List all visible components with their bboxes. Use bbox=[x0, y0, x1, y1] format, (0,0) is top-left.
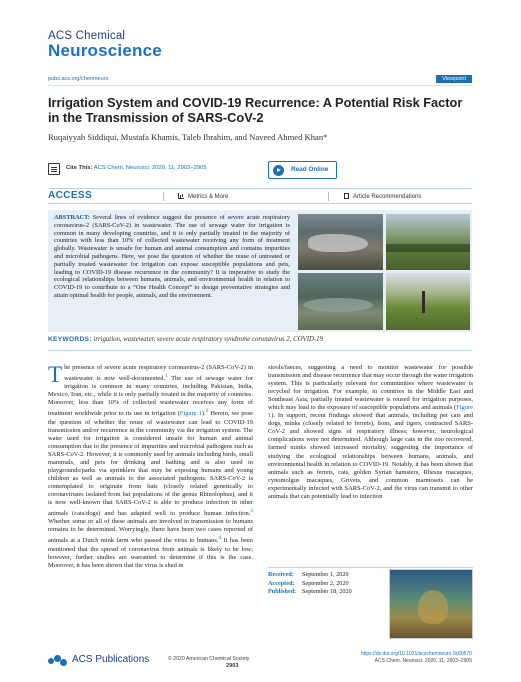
abstract-text: Several lines of evidence suggest the presence of severe acute respiratory coronavirus-2 (SARS-CoV-2) in wastewater. The use of sewage water for irrigation is common in many developing countries, and it is only partially treated in the majority of countries with less than 10% of collected wastewater receiving any form of treatment globally. Wastewater is unsafe for human and animal consumption and contains impurities and microbial pathogens. Here, we pose the question of whether the reuse of untreated or partially treated wastewater for irrigation can expose susceptible populations and pets, leading to COVID-19 disease recurrence in the community? It is imperative to study the ecological relationships between humans, animals, and environmental health in relation to COVID-19 to contribute to a “One Health Concept” to design preventative strategies and attain optimal health for people, animals, and the environment. bbox=[54, 214, 290, 299]
article-type-badge: Viewpoint bbox=[436, 75, 472, 83]
keywords bbox=[48, 336, 472, 343]
publisher-name: ACS Publications bbox=[72, 654, 150, 665]
metrics-label: Metrics & More bbox=[188, 194, 229, 200]
recommendations-label: Article Recommendations bbox=[353, 194, 422, 200]
cite-row bbox=[48, 160, 472, 182]
date-label: Accepted: bbox=[268, 579, 295, 587]
read-online-button[interactable] bbox=[268, 161, 337, 179]
keywords-text: irrigation, wastewater, severe acute respiratory syndrome coronavirus 2, COVID-19 bbox=[93, 336, 323, 343]
separator bbox=[163, 192, 164, 201]
date-row bbox=[268, 571, 358, 580]
access-bar bbox=[48, 188, 472, 204]
journal-cover-image bbox=[389, 569, 473, 639]
date-label: Received: bbox=[268, 571, 294, 578]
dates-divider bbox=[268, 567, 473, 568]
date-row bbox=[268, 580, 358, 589]
keywords-label: KEYWORDS: bbox=[48, 336, 92, 343]
body-text: he presence of severe acute respiratory coronavirus-2 (SARS-CoV-2) in wastewater is now well-documented. bbox=[64, 364, 253, 383]
body-text: It has been mentioned that the spread of coronavirus from animals is likely to be low; however, further studies are warranted to determine if this is the case. Moreover, it has been shown that the virus is shed in bbox=[48, 537, 254, 569]
page-footer bbox=[48, 651, 472, 671]
body-text: ). bbox=[201, 410, 206, 418]
abstract bbox=[54, 214, 290, 300]
reference-link[interactable]: 2 bbox=[205, 408, 209, 415]
date-value: September 18, 2020 bbox=[302, 588, 352, 596]
date-row bbox=[268, 588, 358, 597]
body-column-right bbox=[268, 364, 473, 501]
abstract-graphic bbox=[298, 214, 470, 330]
copyright: © 2020 American Chemical Society bbox=[168, 656, 250, 662]
recommendations-link[interactable] bbox=[344, 193, 421, 200]
cite-link[interactable]: ACS Chem. Neurosci. 2020, 11, 2903−2905 bbox=[93, 165, 207, 171]
abstract-label: ABSTRACT: bbox=[54, 214, 90, 221]
date-value: September 2, 2020 bbox=[302, 579, 349, 587]
park-photo bbox=[386, 273, 470, 330]
journal-url[interactable]: pubs.acs.org/chemneuro bbox=[48, 76, 109, 82]
cite-icon bbox=[48, 163, 60, 175]
body-column-left bbox=[48, 364, 253, 570]
header-bar bbox=[48, 76, 472, 86]
journal-name-top: ACS Chemical bbox=[48, 30, 126, 42]
cite-text bbox=[66, 165, 207, 171]
body-text: The use of sewage water for irrigation is common in many countries, including Pakistan, India, Mexico, Iran, etc., while it is only partially treated in the majority of countries. Moreover, less than 10% of collected wastewater receives any form of treatment worldwide prior to its use in irrigation ( bbox=[48, 375, 253, 418]
date-label: Published: bbox=[268, 588, 297, 596]
play-icon bbox=[273, 165, 284, 176]
reference-link[interactable]: 1 bbox=[165, 373, 168, 380]
read-online-label: Read Online bbox=[291, 166, 329, 173]
figure-link[interactable]: Figure 1 bbox=[268, 404, 473, 420]
body-text: Herein, we pose the question of whether the reuse of wastewater can lead to COVID-19 transmission and/or recurrence in the community via the irrigation system. The water used for irrigation is considered unsafe for human and animal consumption due to the presence of impurities and microbial pathogens such as SARS-CoV-2. However, it is commonly used by animals including birds, small mammals, and pets for drinking and bathing and is also used in playgrounds/parks via sprinklers that may be exposing humans and young children as well as animals to the associated pathogens. SARS-CoV-2 is contemplated to originate from bats (closely related genetically to coronaviruses isolated from bat populations of the genus Rhinolophus), and it is now well-known that SARS-CoV-2 is able to produce infection in other animals (cats/dogs) and has adapted well to produce human infection. bbox=[48, 410, 253, 518]
access-label: ACCESS bbox=[48, 190, 93, 201]
date-value: September 1, 2020 bbox=[302, 571, 349, 578]
journal-logo bbox=[48, 30, 162, 60]
journal-name-bottom: Neuroscience bbox=[48, 41, 162, 60]
divider bbox=[48, 350, 472, 351]
figure-link[interactable]: Figure 1 bbox=[179, 410, 202, 418]
article-dates bbox=[268, 571, 358, 597]
doi-link[interactable]: https://dx.doi.org/10.1021/acschemneuro.0c00570 bbox=[360, 651, 472, 657]
body-text: stools/faeces, suggesting a need to monitor wastewater for possible transmission and disease recurrence that may occur through the water irrigation system. This is particularly relevant for communities where wastewater is recycled for irrigation. For example, in countries in the Middle East and Southeast Asia, partially treated wastewater is reused for irrigation purposes, which may lead to the exposure of susceptible populations and animals ( bbox=[268, 364, 473, 412]
drop-cap: T bbox=[48, 362, 63, 387]
reference-link[interactable]: 4 bbox=[218, 535, 222, 542]
animals-photo bbox=[386, 214, 470, 270]
wastewater-photo bbox=[298, 214, 383, 270]
bar-chart-icon bbox=[178, 193, 184, 199]
acs-logo-icon bbox=[48, 655, 68, 667]
doi-block bbox=[361, 651, 472, 665]
metrics-link[interactable] bbox=[178, 193, 228, 200]
abstract-box bbox=[48, 210, 472, 332]
separator bbox=[328, 192, 329, 201]
body-text: Whether some or all of these animals are involved in transmission to humans remains to be determined. Worryingly, there have been two cases reported of animals at a Dutch mink farm who passed the virus to humans. bbox=[48, 518, 253, 545]
document-icon bbox=[344, 193, 349, 199]
footer-citation: ACS Chem. Neurosci. 2020, 11, 2903−2905 bbox=[374, 658, 472, 664]
reference-link[interactable]: 3 bbox=[250, 508, 253, 515]
cite-label: Cite This: bbox=[66, 165, 93, 171]
river-photo bbox=[298, 273, 383, 330]
article-title: Irrigation System and COVID-19 Recurrence: A Potential Risk Factor in the Transmission of SARS-CoV-2 bbox=[48, 95, 463, 125]
page-number: 2903 bbox=[226, 663, 239, 669]
body-text: ). In support, recent findings showed that animals, including pet cats and dogs, minks (closely related to ferrets), lions, and tigers, contracted SARS-CoV-2 and showed signs of respiratory illness; however, neurological complications were not determined. Although large cats in the zoo recovered, farmed minks showed increased mortality, suggesting the importance of studying the ecological relationships between humans, animals, and environmental health in relation to COVID-19. Notably, it has been shown that animals such as ferrets, cats, golden Syrian hamsters, Rhesus macaques, cynomolgus macaques, Grivets, and common marmosets can be experimentally infected with SARS-CoV-2, and the virus can transmit to other animals that can potentially lead to infection bbox=[268, 412, 473, 500]
article-authors: Ruqaiyyah Siddiqui, Mustafa Khamis, Taleb Ibrahim, and Naveed Ahmed Khan* bbox=[48, 132, 328, 142]
